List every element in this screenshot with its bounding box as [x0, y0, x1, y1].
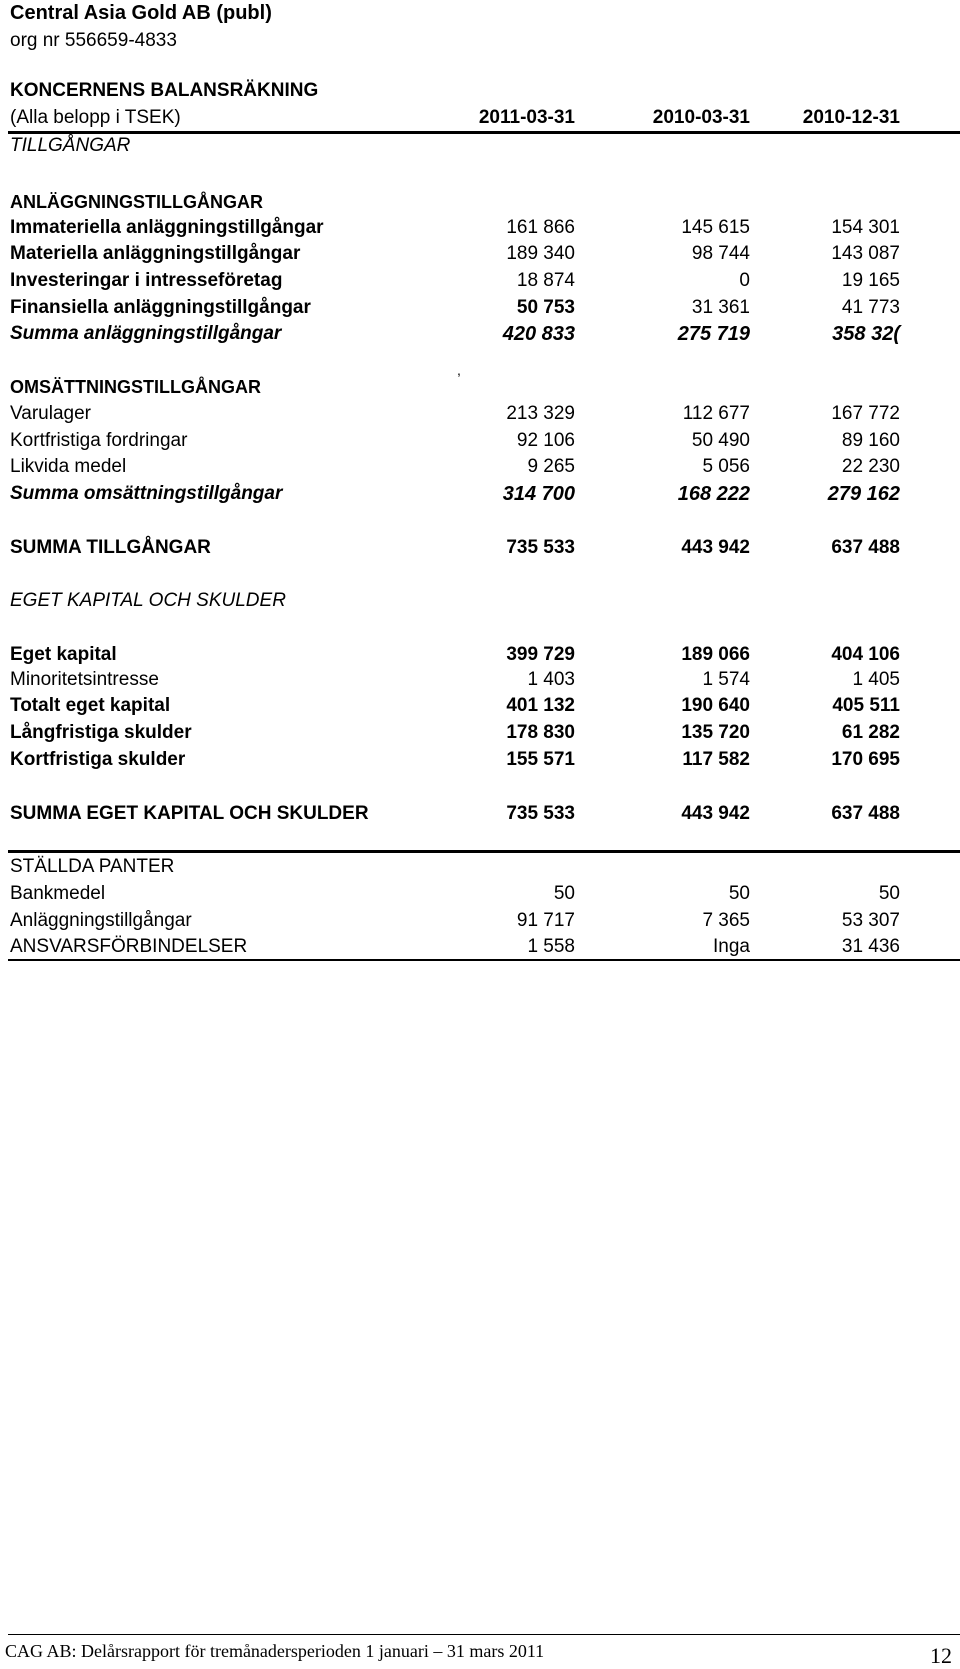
- page-number: 12: [930, 1643, 952, 1668]
- fixed-asset-value: 0: [739, 270, 750, 291]
- pledged-row-value: 1 558: [527, 936, 575, 957]
- total-assets-value: 443 942: [681, 537, 750, 558]
- current-asset-value: 22 230: [841, 456, 900, 477]
- pledged-row-label: ANSVARSFÖRBINDELSER: [10, 936, 248, 957]
- equity-row-value: 399 729: [506, 644, 575, 665]
- pledged-row-value: 50: [878, 883, 900, 904]
- pledged-heading: STÄLLDA PANTER: [10, 856, 175, 877]
- total-equity-liabilities-value: 637 488: [831, 803, 900, 824]
- current-asset-value: 213 329: [506, 403, 575, 424]
- fixed-asset-value: 154 301: [831, 217, 900, 238]
- fixed-asset-value: 143 087: [831, 243, 900, 264]
- current-asset-label: Kortfristiga fordringar: [10, 430, 188, 451]
- fixed-assets-sum-label: Summa anläggningstillgångar: [10, 323, 282, 344]
- fixed-asset-label: Finansiella anläggningstillgångar: [10, 297, 311, 318]
- current-asset-value: 89 160: [841, 430, 900, 451]
- fixed-asset-value: 31 361: [691, 297, 750, 318]
- current-assets-sum-value: 168 222: [677, 483, 750, 505]
- total-assets-label: SUMMA TILLGÅNGAR: [10, 537, 211, 558]
- column-header-2011-03-31: 2011-03-31: [478, 107, 575, 128]
- current-asset-value: 112 677: [682, 403, 750, 424]
- current-assets-sum-value: 279 162: [827, 483, 900, 505]
- current-asset-value: 92 106: [516, 430, 575, 451]
- current-asset-label: Varulager: [10, 403, 91, 424]
- footer-text: CAG AB: Delårsrapport för tremånadersperioden 1 januari – 31 mars 2011: [5, 1641, 545, 1661]
- pledged-row-value: 53 307: [841, 910, 900, 931]
- current-asset-value: 9 265: [527, 456, 575, 477]
- equity-row-value: 178 830: [506, 722, 575, 743]
- bottom-rule: [8, 959, 960, 961]
- column-header-2010-03-31: 2010-03-31: [652, 107, 750, 128]
- pledged-row-value: 50: [728, 883, 750, 904]
- equity-row-value: 401 132: [506, 695, 575, 716]
- equity-liabilities-heading: EGET KAPITAL OCH SKULDER: [10, 590, 286, 611]
- equity-row-label: Kortfristiga skulder: [10, 749, 186, 770]
- pledged-row-value: 7 365: [702, 910, 750, 931]
- current-asset-value: 167 772: [831, 403, 900, 424]
- pledged-row-label: Anläggningstillgångar: [10, 910, 192, 931]
- equity-row-value: 135 720: [681, 722, 750, 743]
- current-asset-value: 50 490: [691, 430, 750, 451]
- fixed-assets-sum-value: 358 32(: [832, 323, 900, 345]
- equity-row-value: 1 574: [702, 669, 750, 690]
- company-name: Central Asia Gold AB (publ): [10, 2, 272, 24]
- fixed-asset-label: Materiella anläggningstillgångar: [10, 243, 301, 264]
- equity-row-label: Långfristiga skulder: [10, 722, 192, 743]
- equity-row-value: 189 066: [681, 644, 750, 665]
- fixed-asset-value: 19 165: [841, 270, 900, 291]
- fixed-assets-sum-value: 275 719: [677, 323, 750, 345]
- equity-row-label: Totalt eget kapital: [10, 695, 171, 716]
- equity-row-value: 1 405: [852, 669, 900, 690]
- fixed-asset-value: 98 744: [691, 243, 750, 264]
- fixed-asset-value: 161 866: [506, 217, 575, 238]
- equity-row-value: 117 582: [682, 749, 750, 770]
- total-equity-liabilities-value: 443 942: [681, 803, 750, 824]
- fixed-asset-value: 50 753: [516, 297, 575, 318]
- fixed-asset-value: 189 340: [506, 243, 575, 264]
- current-asset-label: Likvida medel: [10, 456, 127, 477]
- pledged-row-value: 31 436: [841, 936, 900, 957]
- footer-rule: [8, 1634, 960, 1635]
- header-rule: [8, 131, 960, 134]
- fixed-asset-label: Immateriella anläggningstillgångar: [10, 217, 324, 238]
- stray-mark: ,: [457, 362, 461, 378]
- fixed-asset-value: 41 773: [841, 297, 900, 318]
- current-assets-sum-value: 314 700: [502, 483, 575, 505]
- pledged-rule: [8, 850, 960, 853]
- equity-row-value: 170 695: [831, 749, 900, 770]
- equity-row-label: Minoritetsintresse: [10, 669, 159, 690]
- current-assets-heading: OMSÄTTNINGSTILLGÅNGAR: [10, 377, 261, 397]
- current-assets-sum-label: Summa omsättningstillgångar: [10, 483, 283, 504]
- total-equity-liabilities-label: SUMMA EGET KAPITAL OCH SKULDER: [10, 803, 369, 824]
- equity-row-value: 1 403: [527, 669, 575, 690]
- equity-row-value: 404 106: [831, 644, 900, 665]
- pledged-row-label: Bankmedel: [10, 883, 106, 904]
- total-assets-value: 637 488: [831, 537, 900, 558]
- total-assets-value: 735 533: [506, 537, 575, 558]
- column-header-2010-12-31: 2010-12-31: [802, 107, 900, 128]
- equity-row-value: 190 640: [681, 695, 750, 716]
- fixed-asset-value: 18 874: [516, 270, 575, 291]
- total-equity-liabilities-value: 735 533: [506, 803, 575, 824]
- org-number: org nr 556659-4833: [10, 30, 177, 51]
- equity-row-value: 155 571: [506, 749, 575, 770]
- unit-note: (Alla belopp i TSEK): [10, 107, 181, 128]
- equity-row-label: Eget kapital: [10, 644, 117, 665]
- assets-heading: TILLGÅNGAR: [10, 135, 131, 156]
- current-asset-value: 5 056: [702, 456, 750, 477]
- equity-row-value: 405 511: [832, 695, 900, 716]
- pledged-row-value: Inga: [713, 936, 750, 957]
- equity-row-value: 61 282: [841, 722, 900, 743]
- fixed-asset-label: Investeringar i intresseföretag: [10, 270, 283, 291]
- fixed-assets-heading: ANLÄGGNINGSTILLGÅNGAR: [10, 192, 263, 212]
- pledged-row-value: 91 717: [516, 910, 575, 931]
- pledged-row-value: 50: [553, 883, 575, 904]
- fixed-assets-sum-value: 420 833: [502, 323, 575, 345]
- fixed-asset-value: 145 615: [681, 217, 750, 238]
- page-title: KONCERNENS BALANSRÄKNING: [10, 80, 319, 101]
